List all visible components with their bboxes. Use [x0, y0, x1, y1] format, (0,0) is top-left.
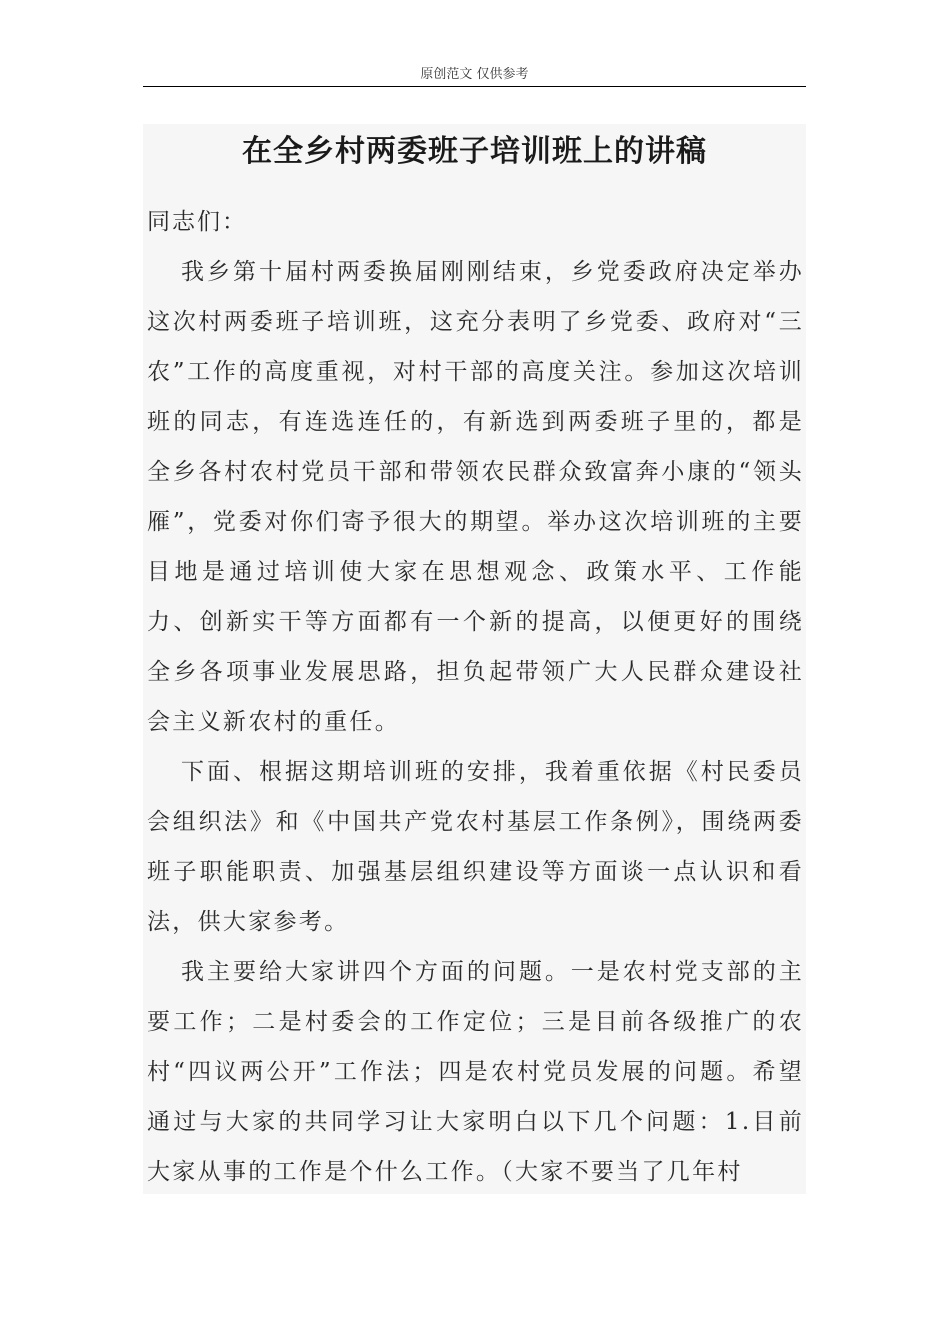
- document-title: 在全乡村两委班子培训班上的讲稿: [242, 134, 707, 169]
- paragraph-3: 我主要给大家讲四个方面的问题。一是农村党支部的主要工作；二是村委会的工作定位；三是目前各级推广的农村“四议两公开”工作法；四是农村党员发展的问题。希望通过与大家的共同学习让大家明白以下几个问题：1.目前大家从事的工作是个什么工作。（大家不要当了几年村: [147, 959, 804, 1185]
- paragraph-2: 下面、根据这期培训班的安排，我着重依据《村民委员会组织法》和《中国共产党农村基层工作条例》，围绕两委班子职能职责、加强基层组织建设等方面谈一点认识和看法，供大家参考。: [147, 759, 804, 935]
- salutation: 同志们：: [147, 209, 247, 235]
- paragraph-1: 我乡第十届村两委换届刚刚结束，乡党委政府决定举办这次村两委班子培训班，这充分表明了乡党委、政府对“三农”工作的高度重视，对村干部的高度关注。参加这次培训班的同志，有连选连任的，有新选到两委班子里的，都是全乡各村农村党员干部和带领农民群众致富奔小康的“领头雁”，党委对你们寄予很大的期望。举办这次培训班的主要目地是通过培训使大家在思想观念、政策水平、工作能力、创新实干等方面都有一个新的提高，以便更好的围绕全乡各项事业发展思路，担负起带领广大人民群众建设社会主义新农村的重任。: [147, 259, 804, 735]
- page-header-text: 原创范文 仅供参考: [420, 67, 529, 82]
- document-body: [143, 124, 806, 1194]
- header-divider: [143, 86, 806, 87]
